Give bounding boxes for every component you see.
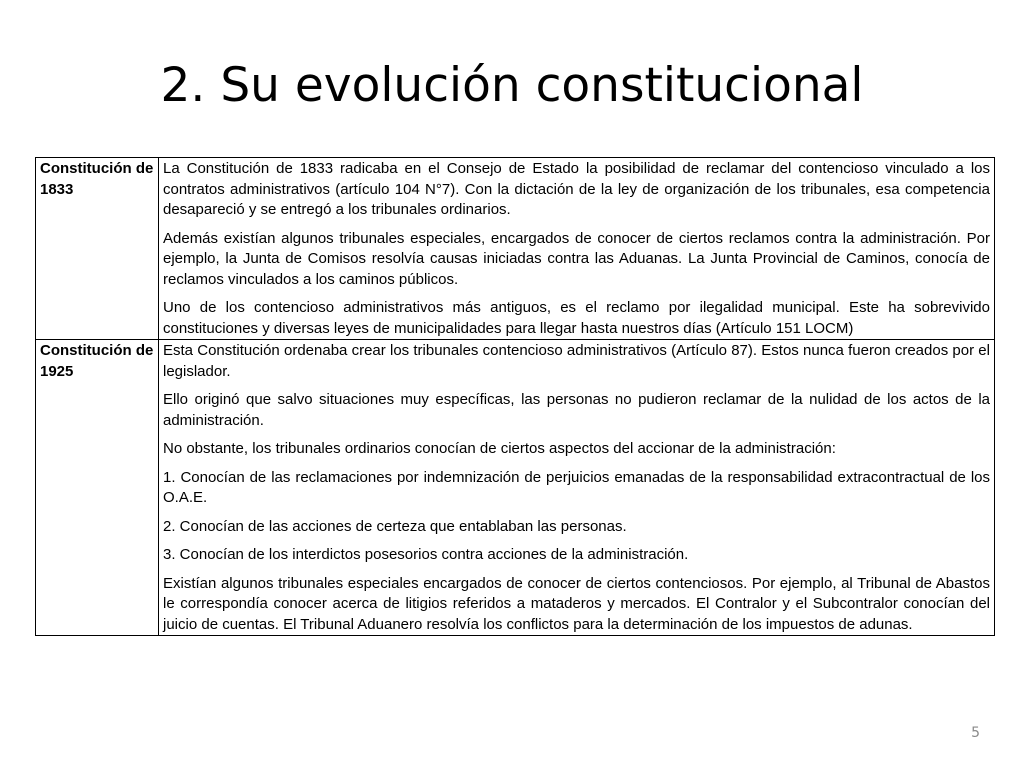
row-label: Constitución de 1925 xyxy=(36,340,159,636)
row-text xyxy=(159,158,995,340)
row-text xyxy=(159,340,995,636)
paragraph: 2. Conocían de las acciones de certeza que entablaban las personas. xyxy=(163,517,627,535)
slide-title: 2. Su evolución constitucional xyxy=(160,58,864,113)
row-label: Constitución de 1833 xyxy=(36,158,159,340)
paragraph: 3. Conocían de los interdictos posesorios contra acciones de la administración. xyxy=(163,546,689,563)
paragraph: No obstante, los tribunales ordinarios conocían de ciertos aspectos del accionar de la administración: xyxy=(163,440,836,457)
paragraph: 1. Conocían de las reclamaciones por indemnización de perjuicios emanadas de la responsabilidad extracontractual de los O.A.E. xyxy=(163,468,990,506)
paragraph: Existían algunos tribunales especiales encargados de conocer de ciertos contenciosos. Por ejemplo, al Tribunal de Abastos le correspondía conocer acerca de litigios referidos a mataderos y mercados. El Contralor y el Subcontralor conocían del juicio de cuentas. El Tribunal Aduanero resolvía los conflictos para la determinación de los impuestos de adunas. xyxy=(163,574,990,633)
page-number: 5 xyxy=(971,725,980,741)
paragraph: Ello originó que salvo situaciones muy específicas, las personas no pudieron reclamar de la nulidad de los actos de la administración. xyxy=(163,391,990,429)
paragraph: Esta Constitución ordenaba crear los tribunales contencioso administrativos (Artículo 87). Estos nunca fueron creados por el legislador. xyxy=(163,342,990,380)
paragraph: Uno de los contencioso administrativos más antiguos, es el reclamo por ilegalidad municipal. Este ha sobrevivido constituciones y diversas leyes de municipalidades para llegar hasta nuestros días (Artículo 151 LOCM) xyxy=(163,299,990,337)
table-row-1925 xyxy=(36,340,995,636)
constitution-table xyxy=(35,157,995,636)
paragraph: Además existían algunos tribunales especiales, encargados de conocer de ciertos reclamos contra la administración. Por ejemplo, la Junta de Comisos resolvía causas iniciadas contra las Aduanas. La Junta Provincial de Caminos, conocía de reclamos vinculados a los caminos públicos. xyxy=(163,229,990,288)
table-row-1833 xyxy=(36,158,995,340)
paragraph: La Constitución de 1833 radicaba en el Consejo de Estado la posibilidad de reclamar del contencioso vinculado a los contratos administrativos (artículo 104 N°7). Con la dictación de la ley de organización de los tribunales, esa competencia desapareció y se entregó a los tribunales ordinarios. xyxy=(163,160,990,218)
